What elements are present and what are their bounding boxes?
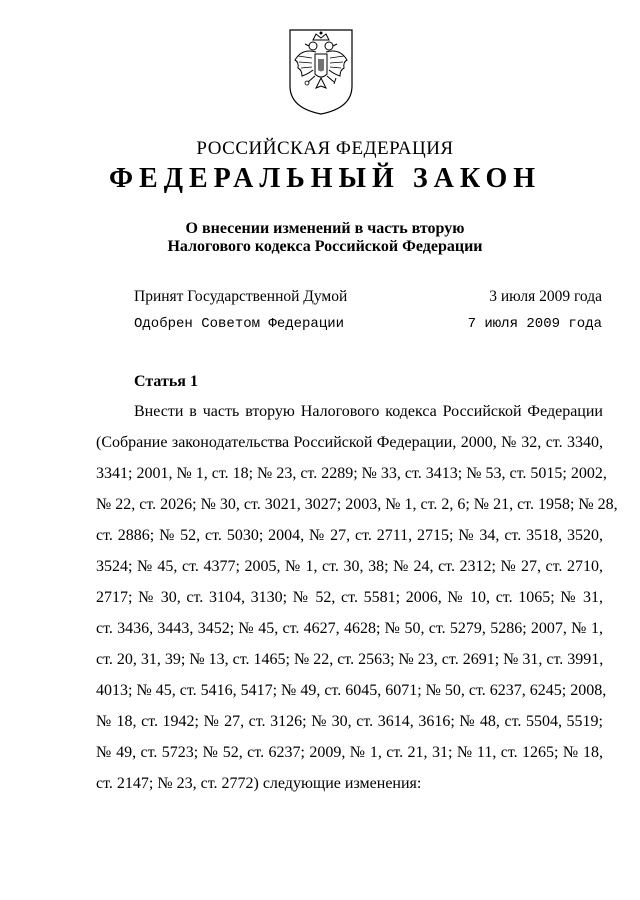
duma-adoption-label: Принят Государственной Думой	[134, 288, 348, 305]
article-text-line: ст. 3436, 3443, 3452; № 45, ст. 4627, 4628; № 50, ст. 5279, 5286; 2007, № 1,	[96, 620, 603, 637]
duma-adoption-date: 3 июля 2009 года	[489, 288, 602, 305]
country-name: РОССИЙСКАЯ ФЕДЕРАЦИЯ	[196, 138, 454, 159]
article-text-line: № 22, ст. 2026; № 30, ст. 3021, 3027; 2003, № 1, ст. 2, 6; № 21, ст. 1958; № 28,	[96, 496, 618, 513]
law-title-line-2: Налогового кодекса Российской Федерации	[167, 238, 483, 255]
article-text-line: ст. 20, 31, 39; № 13, ст. 1465; № 22, ст. 2563; № 23, ст. 2691; № 31, ст. 3991,	[96, 651, 604, 668]
article-body	[96, 396, 618, 799]
russian-coat-of-arms-icon	[286, 26, 356, 116]
article-text-line: Внести в часть вторую Налогового кодекса Российской Федерации	[134, 403, 603, 420]
article-text-line: (Собрание законодательства Российской Федерации, 2000, № 32, ст. 3340,	[96, 434, 603, 451]
article-heading: Статья 1	[134, 373, 198, 390]
article-text-line: 3524; № 45, ст. 4377; 2005, № 1, ст. 30, 38; № 24, ст. 2312; № 27, ст. 2710,	[96, 558, 603, 575]
law-title	[0, 220, 640, 256]
article-text-line: 3341; 2001, № 1, ст. 18; № 23, ст. 2289; № 33, ст. 3413; № 53, ст. 5015; 2002,	[96, 465, 607, 482]
article-text-line: 2717; № 30, ст. 3104, 3130; № 52, ст. 5581; 2006, № 10, ст. 1065; № 31,	[96, 589, 603, 606]
article-text-line: 4013; № 45, ст. 5416, 5417; № 49, ст. 6045, 6071; № 50, ст. 6237, 6245; 2008,	[96, 682, 607, 699]
article-text-line: № 18, ст. 1942; № 27, ст. 3126; № 30, ст. 3614, 3616; № 48, ст. 5504, 5519;	[96, 713, 603, 730]
article-text-line: № 49, ст. 5723; № 52, ст. 6237; 2009, № 1, ст. 21, 31; № 11, ст. 1265; № 18,	[96, 744, 603, 761]
document-type-heading: ФЕДЕРАЛЬНЫЙ ЗАКОН	[109, 163, 541, 194]
article-text-line: ст. 2147; № 23, ст. 2772) следующие изменения:	[96, 775, 422, 792]
law-title-line-1: О внесении изменений в часть вторую	[185, 220, 465, 237]
council-approval-date: 7 июля 2009 года	[467, 316, 602, 332]
council-approval-label: Одобрен Советом Федерации	[134, 316, 345, 332]
article-text-line: ст. 2886; № 52, ст. 5030; 2004, № 27, ст. 2711, 2715; № 34, ст. 3518, 3520,	[96, 527, 603, 544]
